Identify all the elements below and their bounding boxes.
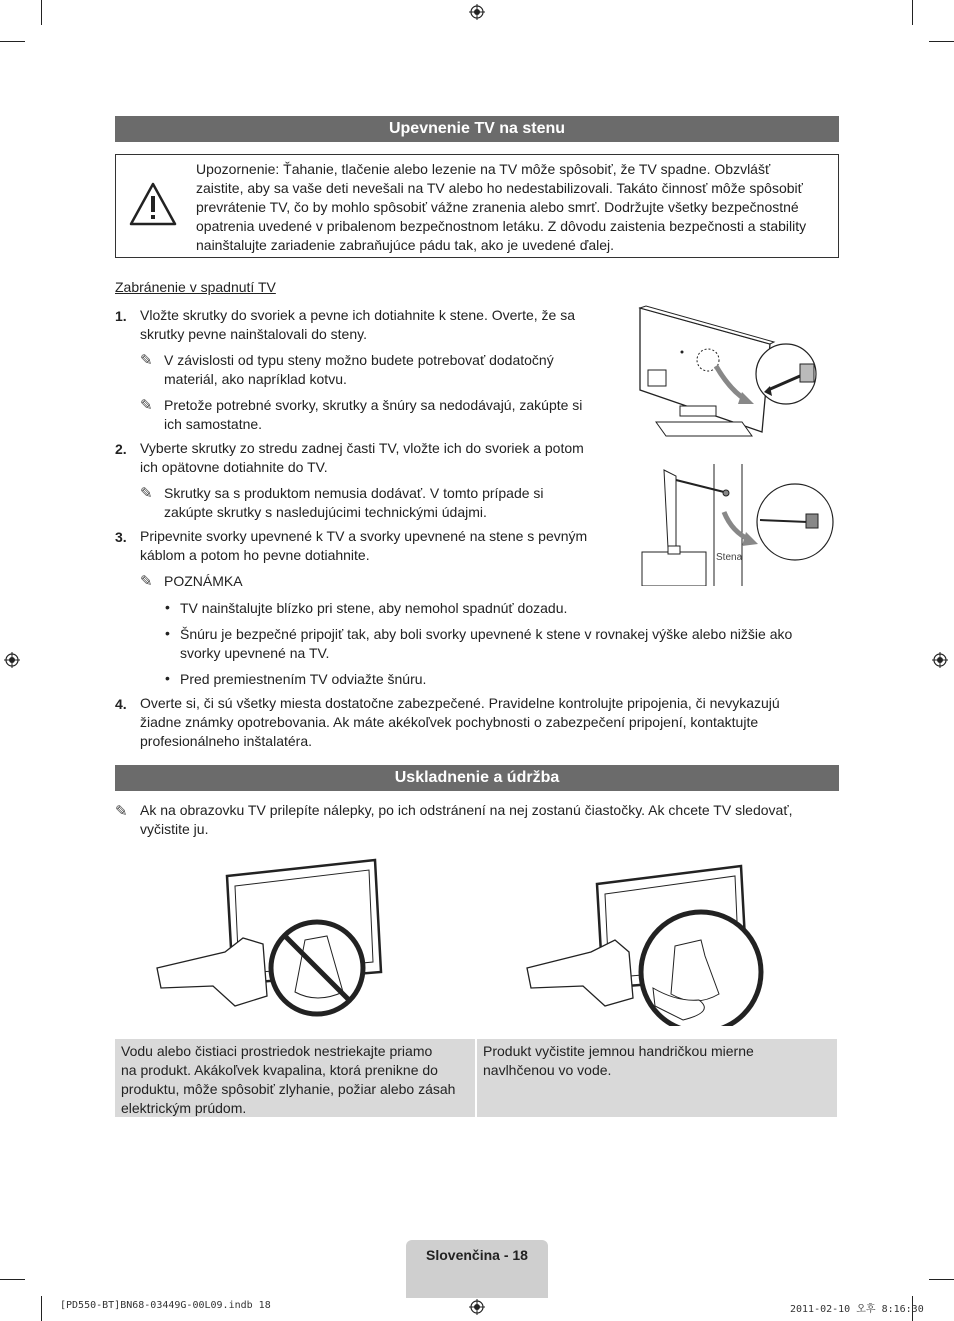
cloth-cleaning-illustration [525,856,775,1026]
bullet-dot: • [165,670,170,686]
section-heading-wall-mount: Upevnenie TV na stenu [115,116,839,142]
note-text: materiál, ako napríklad kotvu. [164,371,347,387]
step-text: Overte si, či sú všetky miesta dostatočne zabezpečené. Pravidelne kontrolujte pripojenia, či nevykazujú [140,695,780,711]
note-text: ich samostatne. [164,416,263,432]
crop-mark [41,1296,42,1321]
step-text: Pripevnite svorky upevnené k TV a svorky upevnené na stene s pevným [140,528,588,544]
step-number: 3. [115,529,127,545]
bullet-text: Pred premiestnením TV odviažte šnúru. [180,671,427,687]
step-text: skrutky pevne nainštalovali do steny. [140,326,367,342]
note-pencil-icon: ✎ [140,352,153,369]
step-number: 4. [115,696,127,712]
step-text: ich opätovne dotiahnite do TV. [140,459,328,475]
note-pencil-icon: ✎ [115,803,128,820]
crop-mark [912,0,913,25]
bullet-dot: • [165,599,170,615]
step-text: profesionálneho inštalatéra. [140,733,313,749]
subheading-tip-prevention: Zabránenie v spadnutí TV [115,279,276,295]
footer-timestamp: 2011-02-10 오후 8:16:30 [790,1304,924,1315]
crop-mark [41,0,42,25]
tv-back-bracket-illustration [636,304,840,438]
step-text: Vložte skrutky do svoriek a pevne ich dotiahnite k stene. Overte, že sa [140,307,575,323]
bullet-text: TV nainštalujte blízko pri stene, aby nemohol spadnúť dozadu. [180,600,568,616]
crop-mark [929,1279,954,1280]
page-number-tab: Slovenčina - 18 [406,1240,548,1298]
no-spray-illustration [155,856,395,1026]
note-text: Skrutky sa s produktom nemusia dodávať. V tomto prípade si [164,485,544,501]
warning-triangle-icon [128,181,178,227]
registration-mark-icon [932,652,948,668]
warning-label: Upozornenie [196,161,276,177]
crop-mark [0,41,25,42]
wall-label: Stena [716,552,743,563]
crop-mark [0,1279,25,1280]
crop-mark [929,41,954,42]
bullet-text: Šnúru je bezpečné pripojiť tak, aby boli svorky upevnené k stene v rovnakej výške alebo nižšie ako [180,626,793,642]
caption-warning-no-spray: Vodu alebo čistiaci prostriedok nestriekajte priamo na produkt. Akákoľvek kvapalina, ktorá prenikne do produktu, môže spôsobiť zlyhanie, požiar alebo zásah elektrickým prúdom. [115,1039,475,1117]
step-text: Vyberte skrutky zo stredu zadnej časti TV, vložte ich do svoriek a potom [140,440,584,456]
caption-clean-soft-cloth: Produkt vyčistite jemnou handričkou mierne navlhčenou vo vode. [477,1039,837,1117]
step-text: káblom a potom ho pevne dotiahnite. [140,547,370,563]
warning-box [115,154,839,258]
note-pencil-icon: ✎ [140,573,153,590]
note-text: V závislosti od typu steny možno budete potrebovať dodatočný [164,352,554,368]
step-text: žiadne známky opotrebovania. Ak máte akékoľvek pochybnosti o zabezpečení pripojení, kontaktujte [140,714,759,730]
note-text: zakúpte skrutky s nasledujúcimi technickými údajmi. [164,504,487,520]
registration-mark-icon [469,1299,485,1315]
bullet-dot: • [165,625,170,641]
storage-note-text: Ak na obrazovku TV prilepíte nálepky, po ich odstránení na nej zostanú čiastočky. Ak chcete TV sledovať, [140,802,793,818]
step-number: 1. [115,308,127,324]
section-heading-storage: Uskladnenie a údržba [115,765,839,791]
note-label: POZNÁMKA [164,573,243,589]
registration-mark-icon [469,4,485,20]
registration-mark-icon [4,652,20,668]
storage-note-text: vyčistite ju. [140,821,209,837]
step-number: 2. [115,441,127,457]
bullet-text: svorky upevnené na TV. [180,645,330,661]
note-pencil-icon: ✎ [140,397,153,414]
tv-side-wall-illustration [640,462,840,586]
note-pencil-icon: ✎ [140,485,153,502]
note-text: Pretože potrebné svorky, skrutky a šnúry sa nedodávajú, zakúpte si [164,397,583,413]
warning-text: Upozornenie: Ťahanie, tlačenie alebo lezenie na TV môže spôsobiť, že TV spadne. Obzvlášť zaistite, aby sa vaše deti nevešali na TV alebo ho nedestabilizovali. Takáto činnosť môže spôsobiť prevrátenie TV, čo by mohlo spôsobiť vážne zranenia alebo smrť. Dodržujte všetky bezpečnostné opatrenia uvedené v pribalenom bezpečnostnom letáku. Z dôvodu zaistenia bezpečnosti a stability nainštalujte zariadenie zabraňujúce pádu tak, ako je uvedené ďalej. [196,161,807,253]
footer-file-info: [PD550-BT]BN68-03449G-00L09.indb 18 [60,1300,271,1311]
